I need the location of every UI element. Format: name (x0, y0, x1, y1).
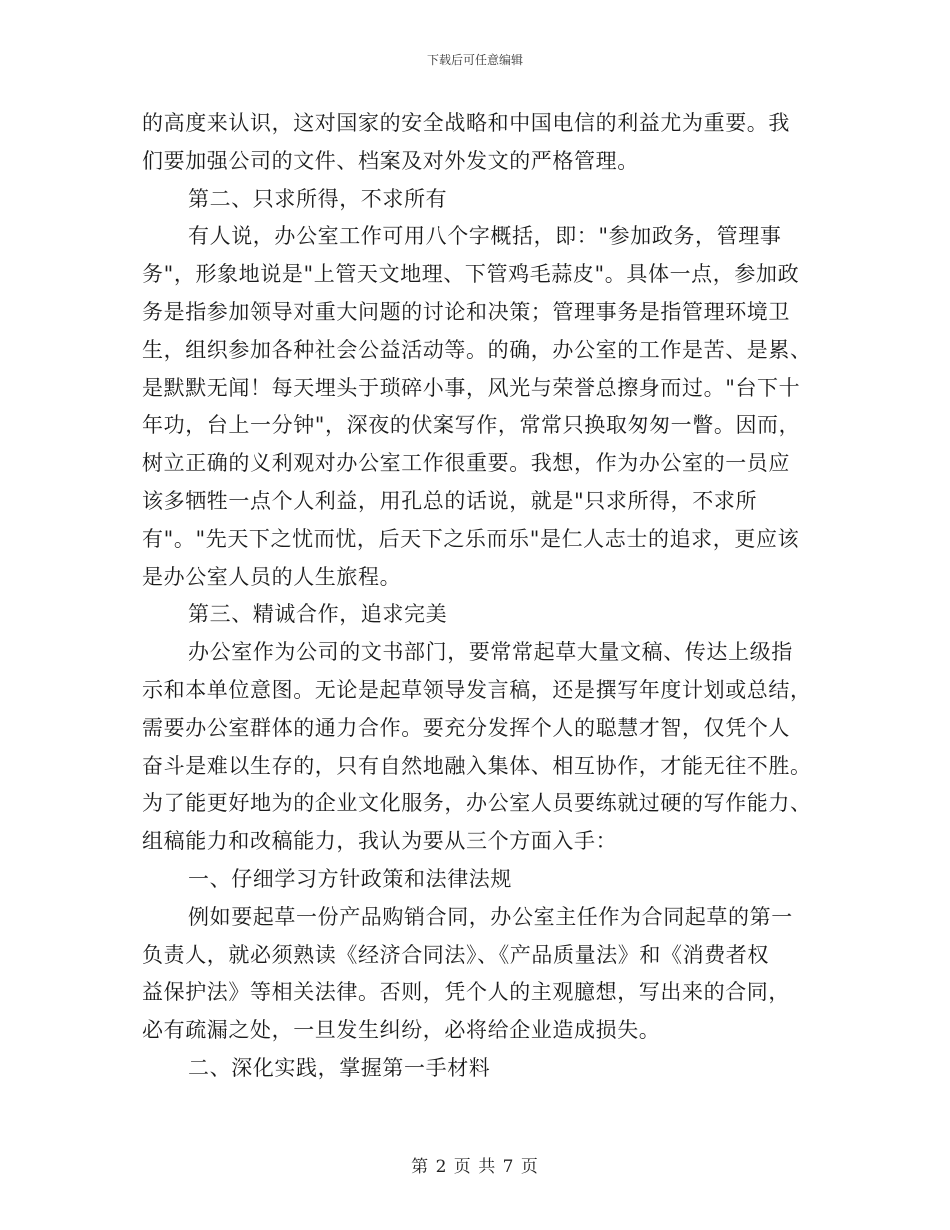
body-line: 示和本单位意图。无论是起草领导发言稿，还是撰写年度计划或总结， (142, 677, 812, 702)
page-header: 下载后可任意编辑 (426, 53, 523, 67)
body-line: 有"。"先天下之忧而忧，后天下之乐而乐"是仁人志士的追求，更应该 (142, 526, 800, 551)
body-line: 必有疏漏之处，一旦发生纠纷，必将给企业造成损失。 (142, 1018, 661, 1043)
body-line: 该多牺牲一点个人利益，用孔总的话说，就是"只求所得，不求所 (142, 488, 758, 513)
body-line: 益保护法》等相关法律。否则，凭个人的主观臆想，写出来的合同， (142, 980, 790, 1005)
body-line: 负责人，就必须熟读《经济合同法》、《产品质量法》和《消费者权 (142, 942, 769, 967)
body-line: 例如要起草一份产品购销合同，办公室主任作为合同起草的第一 (188, 904, 793, 929)
page-number: 第 2 页 共 7 页 (411, 1157, 539, 1177)
body-line: 需要办公室群体的通力合作。要充分发挥个人的聪慧才智，仅凭个人 (142, 715, 790, 740)
document-body (142, 105, 814, 1088)
body-line: 有人说，办公室工作可用八个字概括，即："参加政务，管理事 (188, 224, 782, 249)
body-line: 务是指参加领导对重大问题的讨论和决策；管理事务是指管理环境卫 (142, 299, 790, 324)
section-heading: 第三、精诚合作，追求完美 (188, 602, 448, 627)
body-line: 生，组织参加各种社会公益活动等。的确，办公室的工作是苦、是累、 (142, 337, 812, 362)
body-line: 们要加强公司的文件、档案及对外发文的严格管理。 (142, 148, 639, 173)
section-heading: 第二、只求所得，不求所有 (188, 186, 448, 211)
body-line: 是办公室人员的人生旅程。 (142, 564, 402, 589)
body-line: 为了能更好地为的企业文化服务，办公室人员要练就过硬的写作能力、 (142, 791, 812, 816)
subsection-heading: 二、深化实践，掌握第一手材料 (188, 1055, 491, 1080)
body-line: 树立正确的义利观对办公室工作很重要。我想，作为办公室的一员应 (142, 451, 790, 476)
body-line: 是默默无闻！每天埋头于琐碎小事，风光与荣誉总擦身而过。"台下十 (142, 375, 801, 400)
body-line: 年功，台上一分钟"，深夜的伏案写作，常常只换取匆匆一瞥。因而， (142, 413, 801, 438)
subsection-heading: 一、仔细学习方针政策和法律法规 (188, 866, 512, 891)
body-line: 奋斗是难以生存的，只有自然地融入集体、相互协作，才能无往不胜。 (142, 753, 812, 778)
body-line: 务"，形象地说是"上管天文地理、下管鸡毛蒜皮"。具体一点，参加政 (142, 262, 800, 287)
body-line: 的高度来认识，这对国家的安全战略和中国电信的利益尤为重要。我 (142, 111, 790, 135)
body-line: 组稿能力和改稿能力，我认为要从三个方面入手： (142, 829, 618, 854)
body-line: 办公室作为公司的文书部门，要常常起草大量文稿、传达上级指 (188, 640, 793, 665)
